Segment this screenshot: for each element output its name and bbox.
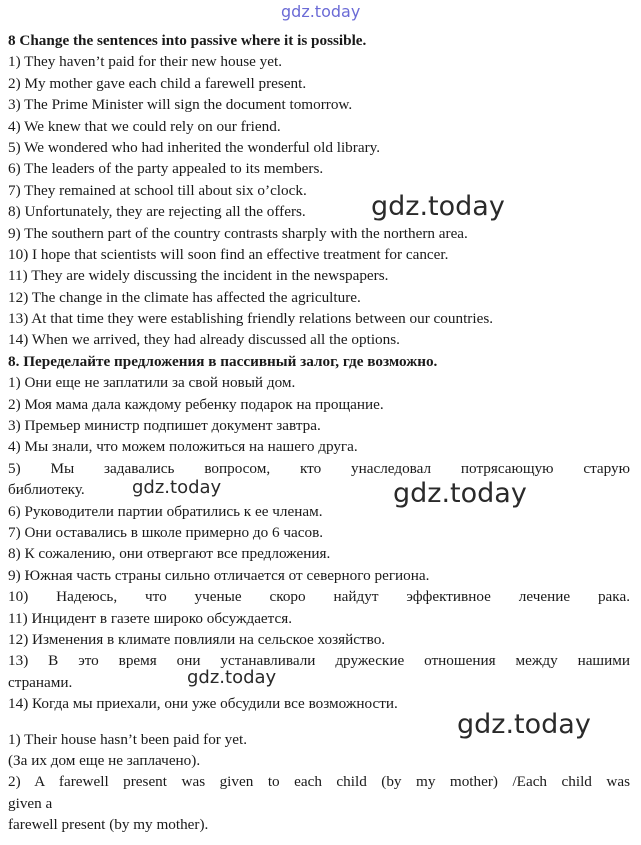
answer-line: given a	[8, 794, 53, 812]
ru-item: 4) Мы знали, что можем положиться на нашего друга.	[8, 438, 358, 456]
en-item: 2) My mother gave each child a farewell present.	[8, 74, 307, 92]
ru-item: 10) Надеюсь, что ученые скоро найдут эффективное лечение рака.	[8, 588, 630, 606]
watermark: gdz.today	[371, 191, 505, 222]
en-item: 4) We knew that we could rely on our friend.	[8, 117, 281, 135]
watermark: gdz.today	[187, 667, 277, 688]
ru-item: 3) Премьер министр подпишет документ завтра.	[8, 417, 321, 435]
en-item: 6) The leaders of the party appealed to its members.	[8, 160, 324, 178]
answer-line: farewell present (by my mother).	[8, 816, 209, 834]
ru-item: 7) Они оставались в школе примерно до 6 часов.	[8, 524, 324, 541]
ru-item: 14) Когда мы приехали, они уже обсудили все возможности.	[8, 695, 398, 713]
ru-heading: 8. Переделайте предложения в пассивный залог, где возможно.	[8, 352, 438, 370]
en-item: 8) Unfortunately, they are rejecting all the offers.	[8, 203, 306, 221]
watermark-top: gdz.today	[281, 2, 361, 21]
ru-item: 12) Изменения в климате повлияли на сельское хозяйство.	[8, 630, 386, 648]
answer-line: 1) Their house hasn’t been paid for yet.	[8, 730, 247, 748]
ru-item-continuation: странами.	[8, 673, 73, 691]
watermark: gdz.today	[457, 709, 591, 740]
ru-item: 6) Руководители партии обратились к ее членам.	[8, 502, 323, 520]
en-item: 7) They remained at school till about six o’clock.	[8, 181, 307, 199]
en-item: 10) I hope that scientists will soon find an effective treatment for cancer.	[8, 245, 449, 263]
en-item: 9) The southern part of the country contrasts sharply with the northern area.	[8, 224, 468, 242]
en-item: 5) We wondered who had inherited the wonderful old library.	[8, 138, 381, 156]
en-item: 3) The Prime Minister will sign the document tomorrow.	[8, 96, 353, 114]
en-item: 12) The change in the climate has affected the agriculture.	[8, 288, 361, 306]
en-item: 11) They are widely discussing the incident in the newspapers.	[8, 267, 389, 285]
ru-item: 11) Инцидент в газете широко обсуждается.	[8, 609, 293, 627]
ru-item: 8) К сожалению, они отвергают все предложения.	[8, 545, 331, 563]
en-heading: 8 Change the sentences into passive where it is possible.	[8, 32, 367, 49]
en-item: 14) When we arrived, they had already discussed all the options.	[8, 331, 400, 349]
ru-item: 5) Мы задавались вопросом, кто унаследовал потрясающую старую	[8, 459, 630, 477]
en-item: 13) At that time they were establishing friendly relations between our countries.	[8, 310, 494, 328]
watermark: gdz.today	[132, 477, 222, 498]
ru-item: 9) Южная часть страны сильно отличается от северного региона.	[8, 566, 430, 584]
answer-line: (За их дом еще не заплачено).	[8, 751, 201, 769]
answer-line: 2) A farewell present was given to each child (by my mother) /Each child was	[8, 773, 630, 791]
ru-item: 1) Они еще не заплатили за свой новый дом.	[8, 374, 296, 392]
en-item: 1) They haven’t paid for their new house yet.	[8, 53, 282, 71]
ru-item: 2) Моя мама дала каждому ребенку подарок на прощание.	[8, 395, 384, 413]
ru-item: 13) В это время они устанавливали дружеские отношения между нашими	[8, 652, 630, 670]
ru-item-continuation: библиотеку.	[8, 481, 85, 499]
watermark: gdz.today	[393, 478, 527, 509]
